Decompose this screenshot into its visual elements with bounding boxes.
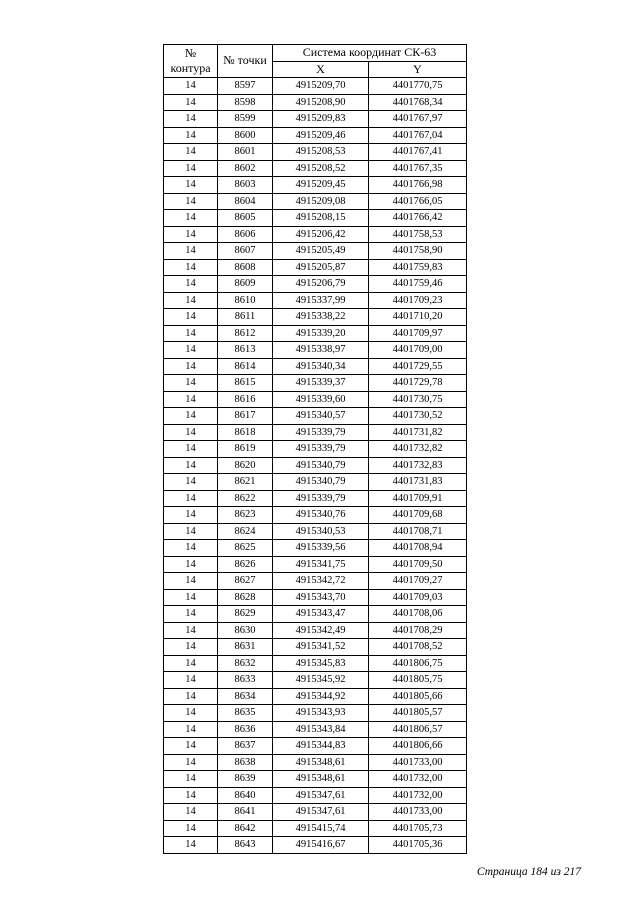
- header-contour-no: № контура: [164, 45, 218, 78]
- y-cell: 4401709,27: [369, 573, 467, 590]
- table-row: [164, 210, 467, 227]
- point-cell: 8613: [218, 342, 273, 359]
- x-cell: 4915338,22: [273, 309, 369, 326]
- y-cell: 4401759,46: [369, 276, 467, 293]
- point-cell: 8614: [218, 358, 273, 375]
- table-row: [164, 556, 467, 573]
- x-cell: 4915205,49: [273, 243, 369, 260]
- point-cell: 8627: [218, 573, 273, 590]
- table-row: [164, 292, 467, 309]
- x-cell: 4915344,92: [273, 688, 369, 705]
- x-cell: 4915337,99: [273, 292, 369, 309]
- contour-cell: 14: [164, 721, 218, 738]
- y-cell: 4401770,75: [369, 78, 467, 95]
- point-cell: 8632: [218, 655, 273, 672]
- table-row: [164, 441, 467, 458]
- contour-cell: 14: [164, 144, 218, 161]
- point-cell: 8634: [218, 688, 273, 705]
- table-row: [164, 342, 467, 359]
- point-cell: 8638: [218, 754, 273, 771]
- contour-cell: 14: [164, 325, 218, 342]
- x-cell: 4915347,61: [273, 804, 369, 821]
- y-cell: 4401708,52: [369, 639, 467, 656]
- contour-cell: 14: [164, 226, 218, 243]
- point-cell: 8628: [218, 589, 273, 606]
- contour-cell: 14: [164, 820, 218, 837]
- x-cell: 4915347,61: [273, 787, 369, 804]
- y-cell: 4401709,91: [369, 490, 467, 507]
- x-cell: 4915345,92: [273, 672, 369, 689]
- table-row: [164, 655, 467, 672]
- point-cell: 8620: [218, 457, 273, 474]
- table-row: [164, 391, 467, 408]
- header-point-no: № точки: [218, 45, 273, 78]
- x-cell: 4915348,61: [273, 771, 369, 788]
- contour-cell: 14: [164, 540, 218, 557]
- contour-cell: 14: [164, 160, 218, 177]
- point-cell: 8625: [218, 540, 273, 557]
- contour-cell: 14: [164, 243, 218, 260]
- contour-cell: 14: [164, 78, 218, 95]
- table-row: [164, 738, 467, 755]
- contour-cell: 14: [164, 111, 218, 128]
- point-cell: 8617: [218, 408, 273, 425]
- table-row: [164, 243, 467, 260]
- contour-cell: 14: [164, 441, 218, 458]
- point-cell: 8630: [218, 622, 273, 639]
- contour-cell: 14: [164, 292, 218, 309]
- x-cell: 4915340,76: [273, 507, 369, 524]
- y-cell: 4401730,75: [369, 391, 467, 408]
- y-cell: 4401732,00: [369, 771, 467, 788]
- y-cell: 4401732,82: [369, 441, 467, 458]
- y-cell: 4401731,83: [369, 474, 467, 491]
- x-cell: 4915339,60: [273, 391, 369, 408]
- x-cell: 4915340,79: [273, 474, 369, 491]
- y-cell: 4401805,57: [369, 705, 467, 722]
- point-cell: 8610: [218, 292, 273, 309]
- table-row: [164, 573, 467, 590]
- table-row: [164, 474, 467, 491]
- contour-cell: 14: [164, 490, 218, 507]
- point-cell: 8602: [218, 160, 273, 177]
- point-cell: 8599: [218, 111, 273, 128]
- table-row: [164, 672, 467, 689]
- point-cell: 8619: [218, 441, 273, 458]
- contour-cell: 14: [164, 556, 218, 573]
- x-cell: 4915209,70: [273, 78, 369, 95]
- table-body: [164, 78, 467, 854]
- x-cell: 4915343,93: [273, 705, 369, 722]
- point-cell: 8605: [218, 210, 273, 227]
- point-cell: 8600: [218, 127, 273, 144]
- y-cell: 4401767,04: [369, 127, 467, 144]
- y-cell: 4401767,41: [369, 144, 467, 161]
- contour-cell: 14: [164, 358, 218, 375]
- contour-cell: 14: [164, 424, 218, 441]
- table-row: [164, 705, 467, 722]
- point-cell: 8608: [218, 259, 273, 276]
- point-cell: 8615: [218, 375, 273, 392]
- contour-cell: 14: [164, 622, 218, 639]
- coordinates-table: [163, 44, 467, 854]
- x-cell: 4915338,97: [273, 342, 369, 359]
- point-cell: 8622: [218, 490, 273, 507]
- x-cell: 4915339,79: [273, 441, 369, 458]
- x-cell: 4915348,61: [273, 754, 369, 771]
- y-cell: 4401806,66: [369, 738, 467, 755]
- x-cell: 4915208,90: [273, 94, 369, 111]
- table-row: [164, 325, 467, 342]
- contour-cell: 14: [164, 639, 218, 656]
- point-cell: 8607: [218, 243, 273, 260]
- y-cell: 4401709,50: [369, 556, 467, 573]
- table-row: [164, 111, 467, 128]
- contour-cell: 14: [164, 573, 218, 590]
- y-cell: 4401709,97: [369, 325, 467, 342]
- table-row: [164, 276, 467, 293]
- contour-cell: 14: [164, 507, 218, 524]
- y-cell: 4401709,00: [369, 342, 467, 359]
- x-cell: 4915416,67: [273, 837, 369, 854]
- point-cell: 8640: [218, 787, 273, 804]
- x-cell: 4915339,79: [273, 424, 369, 441]
- point-cell: 8639: [218, 771, 273, 788]
- y-cell: 4401766,05: [369, 193, 467, 210]
- x-cell: 4915340,34: [273, 358, 369, 375]
- point-cell: 8618: [218, 424, 273, 441]
- contour-cell: 14: [164, 474, 218, 491]
- table-row: [164, 606, 467, 623]
- table-row: [164, 804, 467, 821]
- x-cell: 4915343,70: [273, 589, 369, 606]
- table-row: [164, 507, 467, 524]
- x-cell: 4915341,52: [273, 639, 369, 656]
- x-cell: 4915209,46: [273, 127, 369, 144]
- point-cell: 8626: [218, 556, 273, 573]
- y-cell: 4401709,68: [369, 507, 467, 524]
- point-cell: 8612: [218, 325, 273, 342]
- point-cell: 8616: [218, 391, 273, 408]
- x-cell: 4915340,57: [273, 408, 369, 425]
- contour-cell: 14: [164, 210, 218, 227]
- table-row: [164, 160, 467, 177]
- y-cell: 4401709,23: [369, 292, 467, 309]
- table-row: [164, 375, 467, 392]
- y-cell: 4401732,00: [369, 787, 467, 804]
- table-row: [164, 754, 467, 771]
- point-cell: 8601: [218, 144, 273, 161]
- contour-cell: 14: [164, 672, 218, 689]
- contour-cell: 14: [164, 193, 218, 210]
- contour-cell: 14: [164, 309, 218, 326]
- y-cell: 4401732,83: [369, 457, 467, 474]
- table-row: [164, 589, 467, 606]
- y-cell: 4401766,98: [369, 177, 467, 194]
- point-cell: 8624: [218, 523, 273, 540]
- point-cell: 8597: [218, 78, 273, 95]
- table-row: [164, 177, 467, 194]
- table-row: [164, 94, 467, 111]
- x-cell: 4915209,83: [273, 111, 369, 128]
- table-row: [164, 622, 467, 639]
- table-row: [164, 721, 467, 738]
- table-row: [164, 523, 467, 540]
- table-row: [164, 259, 467, 276]
- y-cell: 4401709,03: [369, 589, 467, 606]
- table-row: [164, 490, 467, 507]
- x-cell: 4915206,79: [273, 276, 369, 293]
- contour-cell: 14: [164, 606, 218, 623]
- point-cell: 8631: [218, 639, 273, 656]
- contour-cell: 14: [164, 342, 218, 359]
- y-cell: 4401806,57: [369, 721, 467, 738]
- x-cell: 4915340,79: [273, 457, 369, 474]
- contour-cell: 14: [164, 177, 218, 194]
- x-cell: 4915341,75: [273, 556, 369, 573]
- y-cell: 4401708,94: [369, 540, 467, 557]
- x-cell: 4915339,79: [273, 490, 369, 507]
- point-cell: 8643: [218, 837, 273, 854]
- contour-cell: 14: [164, 375, 218, 392]
- header-x: X: [273, 61, 369, 78]
- point-cell: 8641: [218, 804, 273, 821]
- contour-cell: 14: [164, 259, 218, 276]
- page-number: Страница 184 из 217: [476, 866, 581, 878]
- x-cell: 4915208,53: [273, 144, 369, 161]
- table-row: [164, 771, 467, 788]
- table-header: [164, 45, 467, 78]
- y-cell: 4401733,00: [369, 804, 467, 821]
- contour-cell: 14: [164, 655, 218, 672]
- point-cell: 8636: [218, 721, 273, 738]
- contour-cell: 14: [164, 523, 218, 540]
- point-cell: 8635: [218, 705, 273, 722]
- contour-cell: 14: [164, 589, 218, 606]
- x-cell: 4915340,53: [273, 523, 369, 540]
- table-row: [164, 457, 467, 474]
- x-cell: 4915345,83: [273, 655, 369, 672]
- table-row: [164, 787, 467, 804]
- table-row: [164, 144, 467, 161]
- x-cell: 4915209,08: [273, 193, 369, 210]
- point-cell: 8611: [218, 309, 273, 326]
- contour-cell: 14: [164, 771, 218, 788]
- table-row: [164, 540, 467, 557]
- x-cell: 4915205,87: [273, 259, 369, 276]
- table-row: [164, 688, 467, 705]
- y-cell: 4401767,35: [369, 160, 467, 177]
- point-cell: 8629: [218, 606, 273, 623]
- header-coordinate-system: Система координат СК-63: [273, 45, 467, 62]
- y-cell: 4401710,20: [369, 309, 467, 326]
- contour-cell: 14: [164, 787, 218, 804]
- y-cell: 4401708,29: [369, 622, 467, 639]
- y-cell: 4401758,90: [369, 243, 467, 260]
- x-cell: 4915343,47: [273, 606, 369, 623]
- y-cell: 4401708,71: [369, 523, 467, 540]
- y-cell: 4401729,78: [369, 375, 467, 392]
- table-row: [164, 193, 467, 210]
- table-row: [164, 639, 467, 656]
- point-cell: 8642: [218, 820, 273, 837]
- contour-cell: 14: [164, 837, 218, 854]
- point-cell: 8623: [218, 507, 273, 524]
- y-cell: 4401729,55: [369, 358, 467, 375]
- y-cell: 4401708,06: [369, 606, 467, 623]
- contour-cell: 14: [164, 127, 218, 144]
- x-cell: 4915342,72: [273, 573, 369, 590]
- table-row: [164, 424, 467, 441]
- x-cell: 4915339,37: [273, 375, 369, 392]
- contour-cell: 14: [164, 754, 218, 771]
- y-cell: 4401705,73: [369, 820, 467, 837]
- y-cell: 4401768,34: [369, 94, 467, 111]
- x-cell: 4915339,20: [273, 325, 369, 342]
- y-cell: 4401731,82: [369, 424, 467, 441]
- contour-cell: 14: [164, 391, 218, 408]
- x-cell: 4915342,49: [273, 622, 369, 639]
- table-row: [164, 226, 467, 243]
- contour-cell: 14: [164, 457, 218, 474]
- y-cell: 4401766,42: [369, 210, 467, 227]
- y-cell: 4401805,66: [369, 688, 467, 705]
- point-cell: 8603: [218, 177, 273, 194]
- y-cell: 4401705,36: [369, 837, 467, 854]
- x-cell: 4915415,74: [273, 820, 369, 837]
- y-cell: 4401767,97: [369, 111, 467, 128]
- table-row: [164, 837, 467, 854]
- header-y: Y: [369, 61, 467, 78]
- point-cell: 8633: [218, 672, 273, 689]
- y-cell: 4401733,00: [369, 754, 467, 771]
- contour-cell: 14: [164, 276, 218, 293]
- contour-cell: 14: [164, 804, 218, 821]
- contour-cell: 14: [164, 408, 218, 425]
- x-cell: 4915206,42: [273, 226, 369, 243]
- point-cell: 8621: [218, 474, 273, 491]
- contour-cell: 14: [164, 94, 218, 111]
- x-cell: 4915208,15: [273, 210, 369, 227]
- point-cell: 8604: [218, 193, 273, 210]
- y-cell: 4401806,75: [369, 655, 467, 672]
- point-cell: 8606: [218, 226, 273, 243]
- point-cell: 8598: [218, 94, 273, 111]
- x-cell: 4915339,56: [273, 540, 369, 557]
- contour-cell: 14: [164, 705, 218, 722]
- y-cell: 4401758,53: [369, 226, 467, 243]
- x-cell: 4915344,83: [273, 738, 369, 755]
- x-cell: 4915208,52: [273, 160, 369, 177]
- contour-cell: 14: [164, 738, 218, 755]
- table-row: [164, 127, 467, 144]
- y-cell: 4401730,52: [369, 408, 467, 425]
- table-row: [164, 78, 467, 95]
- table-row: [164, 820, 467, 837]
- x-cell: 4915343,84: [273, 721, 369, 738]
- x-cell: 4915209,45: [273, 177, 369, 194]
- table-row: [164, 309, 467, 326]
- point-cell: 8609: [218, 276, 273, 293]
- table-row: [164, 408, 467, 425]
- contour-cell: 14: [164, 688, 218, 705]
- table-row: [164, 358, 467, 375]
- point-cell: 8637: [218, 738, 273, 755]
- y-cell: 4401805,75: [369, 672, 467, 689]
- y-cell: 4401759,83: [369, 259, 467, 276]
